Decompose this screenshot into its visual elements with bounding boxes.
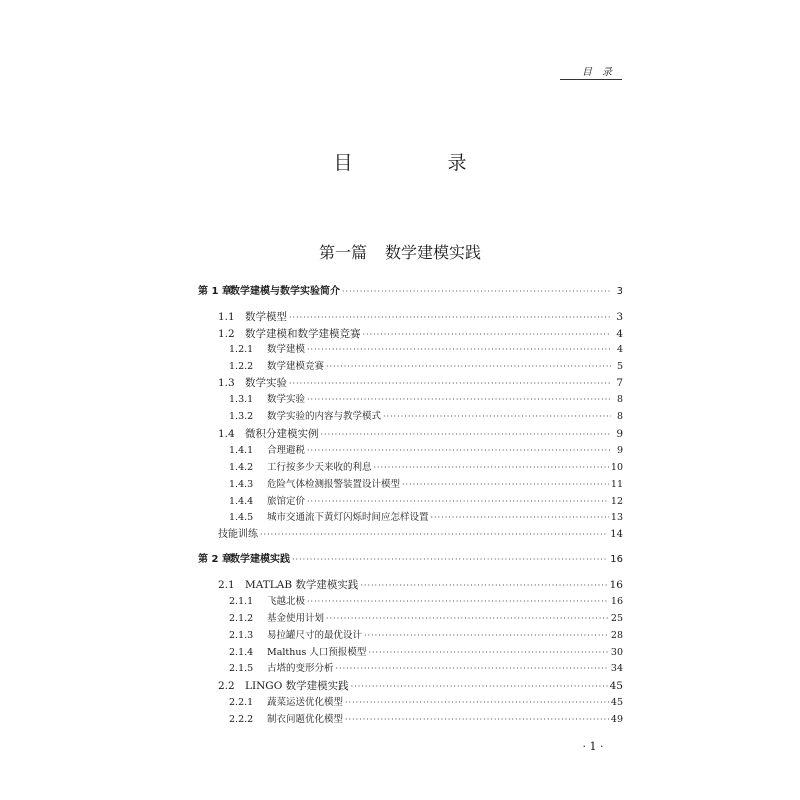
toc-entry-page: 11 [610,479,623,490]
toc-entry-title: 数学实验 [267,394,306,405]
dot-leader [368,645,609,661]
toc-entry-title: 微积分建模实例 [245,428,319,440]
toc-entry-number: 2.1.3 [229,630,254,641]
toc-entry-number: 2.1.5 [229,663,254,674]
toc-entry-page: 4 [616,344,623,355]
toc-entry-title: 数学建模 [267,344,306,355]
page-title: 目 录 [333,152,505,174]
toc-entry-page: 4 [616,328,623,340]
toc-entry-number: 1.2.2 [229,361,254,372]
toc-entry-section [218,426,623,442]
toc-entry-label [218,375,287,391]
toc-entry-title: Malthus 人口预报模型 [267,647,367,658]
toc-entry-page: 9 [616,445,623,456]
toc-entry-label [229,661,334,677]
toc-entry-title: 技能训练 [218,529,258,540]
toc-entry-label [229,611,324,627]
toc-entry-title: 基金使用计划 [267,613,325,624]
toc-entry-sub [229,645,623,661]
dot-leader [260,527,608,543]
toc-entry-section [218,577,623,593]
toc-entry-page: 8 [616,394,623,405]
dot-leader [307,342,611,358]
toc-entry-title: 飞越北极 [267,596,306,607]
toc-entry-number: 1.4 [218,428,235,440]
toc-entry-page: 30 [610,647,623,658]
toc-entry-sub [229,443,623,459]
toc-entry-number: 2.1 [218,579,235,591]
toc-entry-label [218,309,287,325]
toc-entry-label [229,460,372,476]
toc-entry-page: 16 [609,579,623,591]
toc-entry-number: 2.1.2 [229,613,254,624]
toc-entry-number: 1.4.3 [229,479,254,490]
toc-entry-number: 1.4.1 [229,445,254,456]
page-number: · 1 · [582,740,604,753]
toc-entry-chapter [198,284,623,300]
toc-entry-page: 14 [610,529,623,540]
dot-leader [326,611,609,627]
toc-entry-label [229,712,343,728]
toc-entry-sub [229,695,623,711]
toc-entry-sub [229,392,623,408]
toc-entry-number: 1.2.1 [229,344,254,355]
dot-leader [360,578,607,594]
toc-entry-page: 8 [616,411,623,422]
dot-leader [292,552,608,568]
toc-entry-sub [229,510,623,526]
toc-entry-chapter [198,552,623,568]
dot-leader [307,392,611,408]
toc-entry-label [198,552,290,568]
toc-entry-label [218,326,361,342]
toc-entry-sub [229,611,623,627]
toc-entry-misc [218,527,623,543]
dot-leader [321,427,612,443]
toc-entry-number: 2.2.2 [229,714,254,725]
toc-entry-label [229,494,305,510]
toc-entry-title: 城市交通流下黄灯闪烁时间应怎样设置 [267,512,429,523]
dot-leader [374,460,609,476]
running-header: 目录 [560,66,622,80]
toc-entry-title: 旅馆定价 [267,496,306,507]
toc-entry-sub [229,342,623,358]
toc-entry-number: 1.4.4 [229,496,254,507]
toc-entry-number: 2.2 [218,680,235,692]
toc-entry-title: 数学模型 [245,311,287,323]
toc-entry-label [229,477,400,493]
toc-entry-number: 1.4.5 [229,512,254,523]
toc-entry-title: 数学建模实践 [230,554,290,565]
toc-entry-page: 3 [616,311,623,323]
toc-entry-number: 2.1.1 [229,596,254,607]
toc-entry-sub [229,359,623,375]
toc-entry-title: 数学实验的内容与教学模式 [267,411,382,422]
toc-entry-sub [229,712,623,728]
toc-entry-page: 10 [610,462,623,473]
toc-entry-label [229,443,305,459]
part-name: 数学建模实践 [385,243,482,262]
toc-entry-section [218,309,623,325]
dot-leader [307,443,611,459]
toc-entry-page: 45 [610,697,623,708]
toc-entry-number: 2.2.1 [229,697,254,708]
toc-entry-sub [229,409,623,425]
toc-entry-page: 49 [610,714,623,725]
toc-entry-title: 数学建模和数学建模竞赛 [245,328,361,340]
toc-entry-label [198,284,340,300]
toc-entry-title: 数学建模竞赛 [267,361,325,372]
toc-entry-title: 蔬菜运送优化模型 [267,697,344,708]
toc-entry-label [229,628,362,644]
dot-leader [326,359,611,375]
toc-entry-label [229,342,305,358]
toc-entry-sub [229,460,623,476]
toc-entry-label [218,678,349,694]
toc-entry-sub [229,628,623,644]
toc-entry-number: 2.1.4 [229,647,254,658]
toc-entry-page: 12 [610,496,623,507]
toc-entry-label [229,510,429,526]
toc-entry-title: 数学实验 [245,377,287,389]
toc-entry-title: 合理避税 [267,445,306,456]
toc-entry-title: 易拉罐尺寸的最优设计 [267,630,363,641]
dot-leader [289,310,611,326]
toc-entry-number: 1.4.2 [229,462,254,473]
dot-leader [342,284,611,300]
toc-entry-label [229,392,305,408]
toc-entry-sub [229,477,623,493]
toc-entry-sub [229,594,623,610]
toc-entry-label [229,645,366,661]
toc-entry-number: 第 2 章 [198,554,232,565]
toc-entry-page: 25 [610,613,623,624]
toc-entry-page: 3 [616,286,623,297]
toc-entry-title: 危险气体检测报警装置设计模型 [267,479,401,490]
toc-entry-number: 第 1 章 [198,286,232,297]
toc-entry-label [229,409,381,425]
toc-entry-title: 古塔的变形分析 [267,663,334,674]
toc-entry-title: 工行按多少天来收的利息 [267,462,372,473]
toc-entry-page: 16 [610,554,623,565]
dot-leader [383,409,611,425]
toc-entry-title: 数学建模与数学实验简介 [230,286,340,297]
dot-leader [402,477,609,493]
toc-entry-page: 13 [610,512,623,523]
dot-leader [345,695,609,711]
dot-leader [345,712,609,728]
toc-entry-label [229,594,305,610]
dot-leader [307,494,609,510]
toc-entry-title: MATLAB 数学建模实践 [245,579,359,591]
toc-entry-label [218,426,319,442]
toc-entry-label [218,577,358,593]
toc-entry-label [218,527,258,543]
dot-leader [336,661,609,677]
toc-entry-number: 1.3 [218,377,235,389]
toc-entry-number: 1.3.2 [229,411,254,422]
toc-entry-sub [229,661,623,677]
toc-entry-section [218,375,623,391]
dot-leader [363,327,612,343]
toc-entry-number: 1.1 [218,311,235,323]
toc-entry-page: 34 [610,663,623,674]
dot-leader [364,628,609,644]
toc-entry-number: 1.3.1 [229,394,254,405]
toc-entry-number: 1.2 [218,328,235,340]
toc-entry-page: 45 [609,680,623,692]
toc-entry-section [218,678,623,694]
toc-entry-page: 28 [610,630,623,641]
dot-leader [289,376,611,392]
toc-entry-title: 制衣问题优化模型 [267,714,344,725]
toc-entry-label [229,359,324,375]
dot-leader [431,510,609,526]
toc-entry-page: 7 [616,377,623,389]
toc-entry-page: 16 [610,596,623,607]
toc-entry-page: 5 [616,361,623,372]
toc-entry-section [218,326,623,342]
part-label: 第一篇 [318,243,367,262]
toc-entry-sub [229,494,623,510]
toc-entry-title: LINGO 数学建模实践 [245,680,349,692]
toc-entry-label [229,695,343,711]
dot-leader [351,679,608,695]
dot-leader [307,594,609,610]
toc-entry-page: 9 [616,428,623,440]
